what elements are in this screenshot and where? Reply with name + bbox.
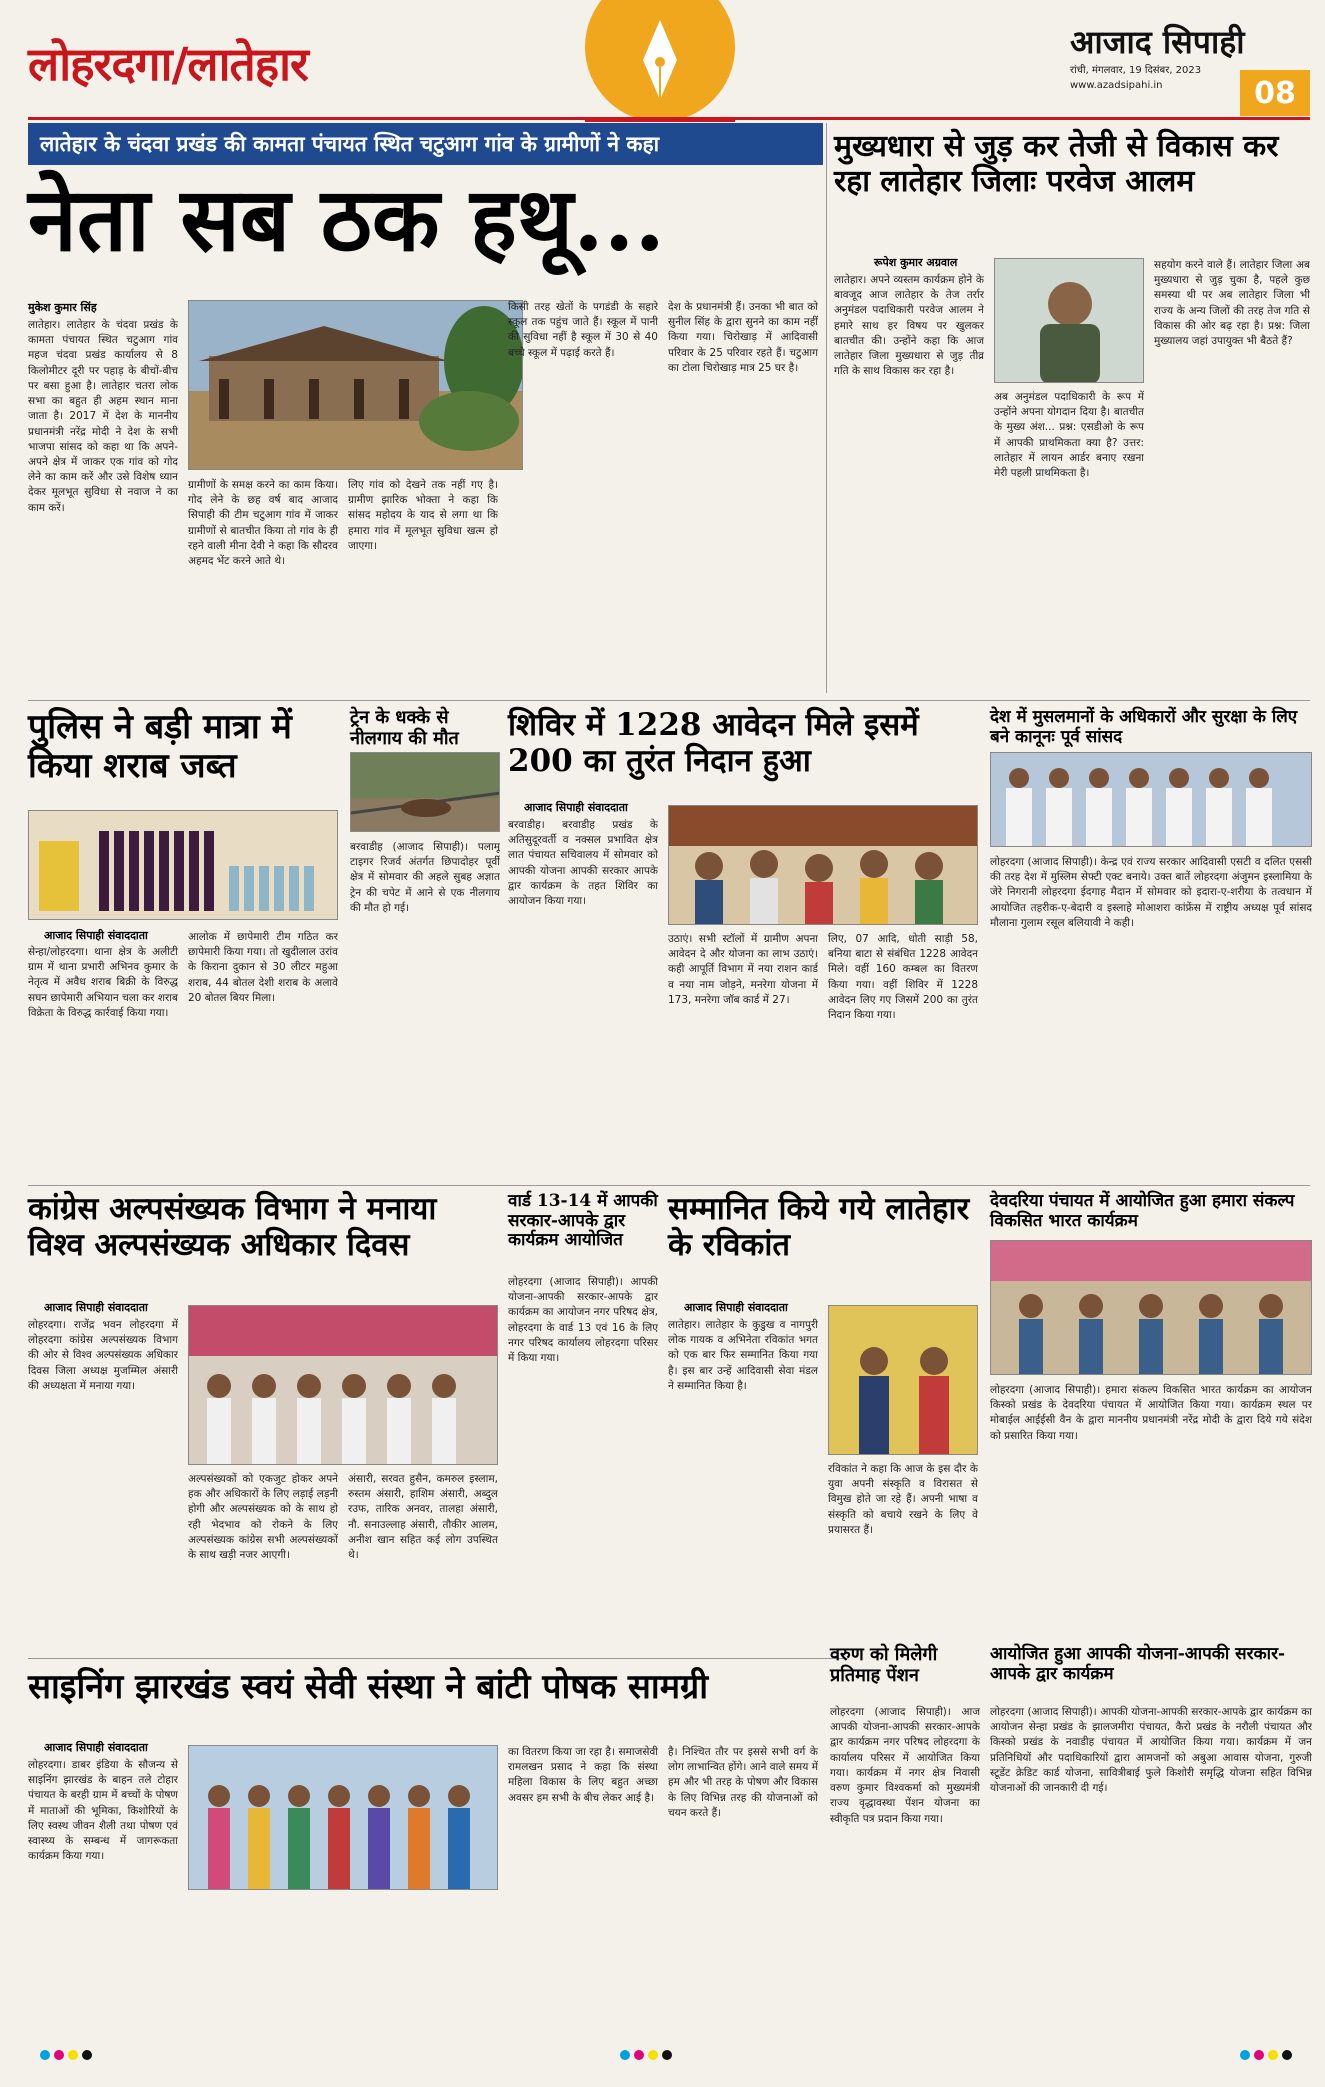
camp-col-1: बरवाडीह। बरवाडीह प्रखंड के अतिसुदूरवर्ती व नक्सल प्रभावित क्षेत्र लात पंचायत सचिवालय में सोमवार को आपकी योजना आपकी सरकार आपके द्वार कार्यक्रम के तहत शिविर का आयोजन किया गया। bbox=[508, 819, 658, 908]
signing-col-3: है। निश्चित तौर पर इससे सभी वर्ग के लोग लाभान्वित होंगे। आने वाले समय में हम और भी तरह के पोषण और विकास के लिए विभिन्न तरह की योजनाओं को चयन करते हैं। bbox=[668, 1746, 818, 1819]
muslim-headline: देश में मुसलमानों के अधिकारों और सुरक्षा के लिए बने कानूनः पूर्व सांसद bbox=[990, 707, 1298, 747]
latehar-byline: रूपेश कुमार अग्रवाल bbox=[874, 256, 958, 269]
paper-name: आजाद सिपाही bbox=[1070, 23, 1245, 61]
date-line: रांची, मंगलवार, 19 दिसंबर, 2023 bbox=[1070, 65, 1202, 76]
row-rule-1 bbox=[28, 700, 1310, 701]
lead-col-2: ग्रामीणों के समक्ष करने का काम किया। गोद लेने के छह वर्ष बाद आजाद सिपाही की टीम चटुआग गांव में जाकर ग्रामीणों से बातचीत किया तो गांव के ही रहने वाली मीना देवी ने कहा कि सौदरव अहमद भेंट करने आते थे। bbox=[188, 479, 338, 568]
police-byline: आजाद सिपाही संवाददाता bbox=[44, 929, 148, 942]
honored-col-2: रविकांत ने कहा कि आज के इस दौर के युवा अपनी संस्कृति व विरासत से विमुख होते जा रहे हैं। अपनी भाषा व संस्कृति को बचाये रखने के लिए वे प्रयासरत हैं। bbox=[828, 1463, 978, 1536]
devdariya-headline: देवदरिया पंचायत में आयोजित हुआ हमारा संकल्प विकसित भारत कार्यक्रम bbox=[990, 1191, 1295, 1231]
print-registration-bar-mid bbox=[620, 2050, 672, 2060]
ward-headline: वार्ड 13-14 में आपकी सरकार-आपके द्वार कार्यक्रम आयोजित bbox=[508, 1191, 658, 1251]
congress-photo bbox=[188, 1305, 498, 1465]
pen-nib-logo bbox=[585, 0, 735, 122]
signing-col-2: का वितरण किया जा रहा है। समाजसेवी रामलखन प्रसाद ने कहा कि संस्था महिला विकास के लिए बहुत अच्छा अवसर हम सभी के बीच लेकर आई है। bbox=[508, 1746, 658, 1804]
pension-headline: वरुण को मिलेगी प्रतिमाह पेंशन bbox=[830, 1644, 938, 1686]
lead-col-3: लिए गांव को देखने तक नहीं गए है। ग्रामीण झारिक भोक्ता ने कहा कि सांसद महोदय के याद से लगा था कि हमारा गांव में मूलभूत सुविधा खत्म हो जाएगा। bbox=[348, 479, 498, 552]
lead-byline: मुकेश कुमार सिंह bbox=[28, 301, 97, 314]
train-col-1: बरवाडीह (आजाद सिपाही)। पलामू टाइगर रिजर्व अंतर्गत छिपादोहर पूर्वी क्षेत्र में सोमवार की अहले सुबह अज्ञात ट्रेन की चपेट में आने से एक नीलगाय की मौत हो गई। bbox=[350, 841, 500, 914]
signing-col-1: लोहरदगा। डाबर इंडिया के सौजन्य से साइनिंग झारखंड के बाहन तले टोहार पंचायत के बरही ग्राम में बच्चों के पोषण में माताओं की भूमिका, किशोरियों के लिए स्वस्थ जीवन शैली तथा पोषण एवं स्वास्थ्य के सम्बन्ध में जागरूकता कार्यक्रम किया गया। bbox=[28, 1759, 178, 1863]
congress-headline: कांग्रेस अल्पसंख्यक विभाग ने मनाया विश्व अल्पसंख्यक अधिकार दिवस bbox=[28, 1191, 437, 1263]
latehar-col-3: सहयोग करने वाले हैं। लातेहार जिला अब मुख्यधारा से जुड़ चुका है, पहले कुछ समस्या थी पर अब लातेहार जिला भी राज्य के अन्य जिलों की तरह तेज गति से विकास की ओर बढ़ रहा है। प्रश्न: जिला मुख्यालय जहां उपायुक्त भी बैठते हैं? bbox=[1154, 259, 1310, 348]
police-col-2: आलोक में छापेमारी टीम गठित कर छापेमारी किया गया। तो खुदीलाल उरांव के किराना दुकान से 30 लीटर महुआ शराब, 44 बोतल देशी शराब के अलावे 20 बोतल बियर मिला। bbox=[188, 931, 338, 1004]
camp-byline: आजाद सिपाही संवाददाता bbox=[524, 801, 628, 814]
police-headline: पुलिस ने बड़ी मात्रा में किया शराब जब्त bbox=[28, 707, 292, 787]
signing-headline: साइनिंग झारखंड स्वयं सेवी संस्था ने बांटी पोषक सामग्री bbox=[28, 1667, 709, 1707]
devdariya-col-1: लोहरदगा (आजाद सिपाही)। हमारा संकल्प विकसित भारत कार्यक्रम का आयोजन किस्को प्रखंड के देवदरिया पंचायत में आयोजित किया गया। कार्यक्रम स्थल पर मोबाईल आईईसी वैन के द्वारा माननीय प्रधानमंत्री नरेंद्र मोदी के द्वारा दिये गये संदेश को प्रसारित किया गया। bbox=[990, 1384, 1312, 1442]
lead-col-1: लातेहार। लातेहार के चंदवा प्रखंड के कामता पंचायत स्थित चटुआग गांव महज चंदवा प्रखंड कार्यालय से 8 किलोमीटर दूरी पर पहाड़ के बीचों-बीच पर बसा हुआ है। लातेहार चतरा लोक सभा का बहुत ही अहम स्थान माना जाता है। 2017 में देश के माननीय प्रधानमंत्री नरेंद्र मोदी ने देश के सभी भाजपा सांसद को कहा था कि अपने-अपने क्षेत्र में जाकर एक गांव को गोद लेने का काम करें और उसे विशेष ध्यान देकर मूलभूत सुविधा से नवाज ने का काम करें। bbox=[28, 319, 178, 514]
congress-byline: आजाद सिपाही संवाददाता bbox=[44, 1301, 148, 1314]
latehar-headline: मुख्यधारा से जुड़ कर तेजी से विकास कर रहा लातेहार जिलाः परवेज आलम bbox=[834, 129, 1279, 199]
row-rule-3 bbox=[28, 1658, 848, 1659]
camp-headline: शिविर में 1228 आवेदन मिले इसमें 200 का तुरंत निदान हुआ bbox=[508, 707, 919, 779]
congress-col-1: लोहरदगा। राजेंद्र भवन लोहरदगा में लोहरदगा कांग्रेस अल्पसंख्यक विभाग की ओर से विश्व अल्पसंख्यक अधिकार दिवस जिला अध्यक्ष मुजम्मिल अंसारी की अध्यक्षता में मनाया गया। bbox=[28, 1319, 178, 1392]
paper-url[interactable]: www.azadsipahi.in bbox=[1070, 80, 1163, 91]
yojana-col-1: लोहरदगा (आजाद सिपाही)। आपकी योजना-आपकी सरकार-आपके द्वार कार्यक्रम का आयोजन सेन्हा प्रखंड के झालजमीरा पंचायत, कैरो प्रखंड के नरौली पंचायत और किस्को प्रखंड के नवाडीह पंचायत में आयोजित किया गया। कार्यक्रम में जन प्रतिनिधियों और पदाधिकारियों द्वारा आमजनों को अबुआ आवास योजना, गुरुजी स्टूडेंट क्रेडिट कार्ड योजना, सावित्रीबाई फुले किशोरी समृद्धि योजना सहित विभिन्न योजनाओं की जानकारी दी गई। bbox=[990, 1706, 1312, 1795]
honored-photo bbox=[828, 1305, 978, 1455]
signing-byline: आजाद सिपाही संवाददाता bbox=[44, 1741, 148, 1754]
yojana-headline: आयोजित हुआ आपकी योजना-आपकी सरकार-आपके द्वार कार्यक्रम bbox=[990, 1644, 1286, 1684]
signing-photo bbox=[188, 1745, 498, 1890]
congress-col-3: अंसारी, सरवत हुसैन, कमरुल इस्लाम, रुस्तम अंसारी, हाशिम अंसारी, अब्दुल रउफ, तारिक अनवर, तालहा अंसारी, नौ. सनाउल्लाह अंसारी, तौकीर आलम, अनीश खान सहित कई लोग उपस्थित थे। bbox=[348, 1473, 498, 1562]
lead-kicker: लातेहार के चंदवा प्रखंड की कामता पंचायत स्थित चटुआग गांव के ग्रामीणों ने कहा bbox=[28, 123, 823, 165]
row-rule-2 bbox=[28, 1185, 1310, 1186]
column-rule bbox=[826, 123, 827, 693]
devdariya-photo bbox=[990, 1240, 1312, 1375]
print-registration-bar-left bbox=[40, 2050, 92, 2060]
muslim-col-1: लोहरदगा (आजाद सिपाही)। केन्द्र एवं राज्य सरकार आदिवासी एसटी व दलित एससी की तरह देश में मुस्लिम सेफ्टी एक्ट बनाये। उक्त बातें लोहरदगा अंजुमन इस्लामिया के जेरे निगरानी लोहरदगा ईदगाह मैदान में सोमवार को इदारा-ए-शरीया के तत्वधान में आयोजित तहरीक-ए-बेदारी व इस्लाहे मोआशरा कांफ्रेंस में राष्ट्रीय अध्यक्ष पूर्व सांसद मौलाना गुलाम रसूल बलियावी ने कही। bbox=[990, 856, 1312, 929]
latehar-portrait bbox=[994, 258, 1144, 383]
pension-col-1: लोहरदगा (आजाद सिपाही)। आज आपकी योजना-आपकी सरकार-आपके द्वार कार्यक्रम नगर परिषद लोहरदगा के कार्यालय परिसर में आयोजित किया गया। कार्यक्रम में नगर क्षेत्र निवासी वरुण कुमार विश्वकर्मा को मुख्यमंत्री राज्य वृद्धावस्था पेंशन योजना का स्वीकृति पत्र प्रदान किया गया। bbox=[830, 1706, 980, 1825]
lead-col-5: देश के प्रधानमंत्री हैं। उनका भी बात को सुनील सिंह के द्वारा सुनने का काम नहीं किया गया। चिरोखाड़ में आदिवासी परिवार के 25 परिवार रहते हैं। चटुआग का टोला चिरोखाड़ मात्र 25 घर है। bbox=[668, 301, 818, 374]
honored-col-1: लातेहार। लातेहार के कुडुख व नागपुरी लोक गायक व अभिनेता रविकांत भगत को एक बार फिर सम्मानित किया गया है। इस बार उन्हें आदिवासी सेवा मंडल ने सम्मानित किया है। bbox=[668, 1319, 818, 1392]
lead-photo bbox=[188, 300, 523, 470]
print-registration-bar-right bbox=[1240, 2050, 1292, 2060]
honored-byline: आजाद सिपाही संवाददाता bbox=[684, 1301, 788, 1314]
page-number: 08 bbox=[1240, 70, 1310, 116]
masthead-rule bbox=[28, 117, 1310, 120]
lead-col-4: किसी तरह खेतों के पगडंडी के सहारे स्कूल तक पहुंच जाते हैं। स्कूल में पानी की सुविधा नहीं है स्कूल में 30 से 40 बच्चे स्कूल में पढ़ाई करते हैं। bbox=[508, 301, 658, 359]
lead-headline: नेता सब ठक हथू... bbox=[28, 167, 666, 271]
congress-col-2: अल्पसंख्यकों को एकजुट होकर अपने हक और अधिकारों के लिए लड़ाई लड़नी होगी और अल्पसंख्यक को के साथ हो रही भेदभाव को रोकने के लिए अल्पसंख्यक कांग्रेस सभी अल्पसंख्यकों के साथ खड़ी नजर आएगी। bbox=[188, 1473, 338, 1562]
train-photo bbox=[350, 752, 500, 832]
camp-col-2: उठाएं। सभी स्टॉलों में ग्रामीण अपना आवेदन दे और योजना का लाभ उठाएं। कही आपूर्ति विभाग में नया राशन कार्ड व नया नाम जोड़ने, मनरेगा योजना में 173, मनरेगा जॉब कार्ड में 27। bbox=[668, 933, 818, 1006]
latehar-col-1: लातेहार। अपने व्यस्तम कार्यक्रम होने के बावजूद आज लातेहार के तेज तर्रार अनुमंडल पदाधिकारी परवेज आलम ने हमारे साथ हर विषय पर खुलकर बातचीत की। उन्होंने कहा कि आज लातेहार जिला मुख्यधारा से जुड़ तीव्र गति के साथ विकास कर रहा है। bbox=[834, 274, 984, 378]
muslim-photo bbox=[990, 752, 1312, 847]
latehar-col-2: अब अनुमंडल पदाधिकारी के रूप में उन्होंने अपना योगदान दिया है। बातचीत के मुख्य अंश... प्रश्न: एसडीओ के रूप में आपकी प्राथमिकता क्या है? उत्तर: लातेहार में लायन आर्डर बनाए रखना मेरी पहली प्राथमिकता है। bbox=[994, 391, 1144, 480]
camp-col-3: लिए, 07 आदि, धोती साड़ी 58, बनिया बाटा से संबंधित 1228 आवेदन मिले। वहीं 160 कम्बल का वितरण किया गया। वहीं शिविर में 1228 आवेदन लिए गए जिसमें 200 का तुरंत निदान किया गया। bbox=[828, 933, 978, 1022]
camp-photo bbox=[668, 805, 978, 925]
police-photo bbox=[28, 810, 338, 920]
section-title: लोहरदगा/लातेहार bbox=[28, 37, 308, 91]
ward-col-1: लोहरदगा (आजाद सिपाही)। आपकी योजना-आपकी सरकार-आपके द्वार कार्यक्रम का आयोजन नगर परिषद क्षेत्र, लोहरदगा के वार्ड 13 एवं 16 के लिए नगर परिषद कार्यालय लोहरदगा परिसर में किया गया। bbox=[508, 1276, 658, 1365]
train-headline: ट्रेन के धक्के से नीलगाय की मौत bbox=[350, 707, 459, 749]
police-col-1: सेन्हा/लोहरदगा। थाना क्षेत्र के अलीटी ग्राम में थाना प्रभारी अभिनव कुमार के नेतृत्व में अवैध शराब बिक्री के विरुद्ध सघन छापेमारी अभियान चला कर शराब विक्रेता के विरुद्ध कार्रवाई किया गया। bbox=[28, 946, 178, 1019]
honored-headline: सम्मानित किये गये लातेहार के रविकांत bbox=[668, 1191, 970, 1263]
